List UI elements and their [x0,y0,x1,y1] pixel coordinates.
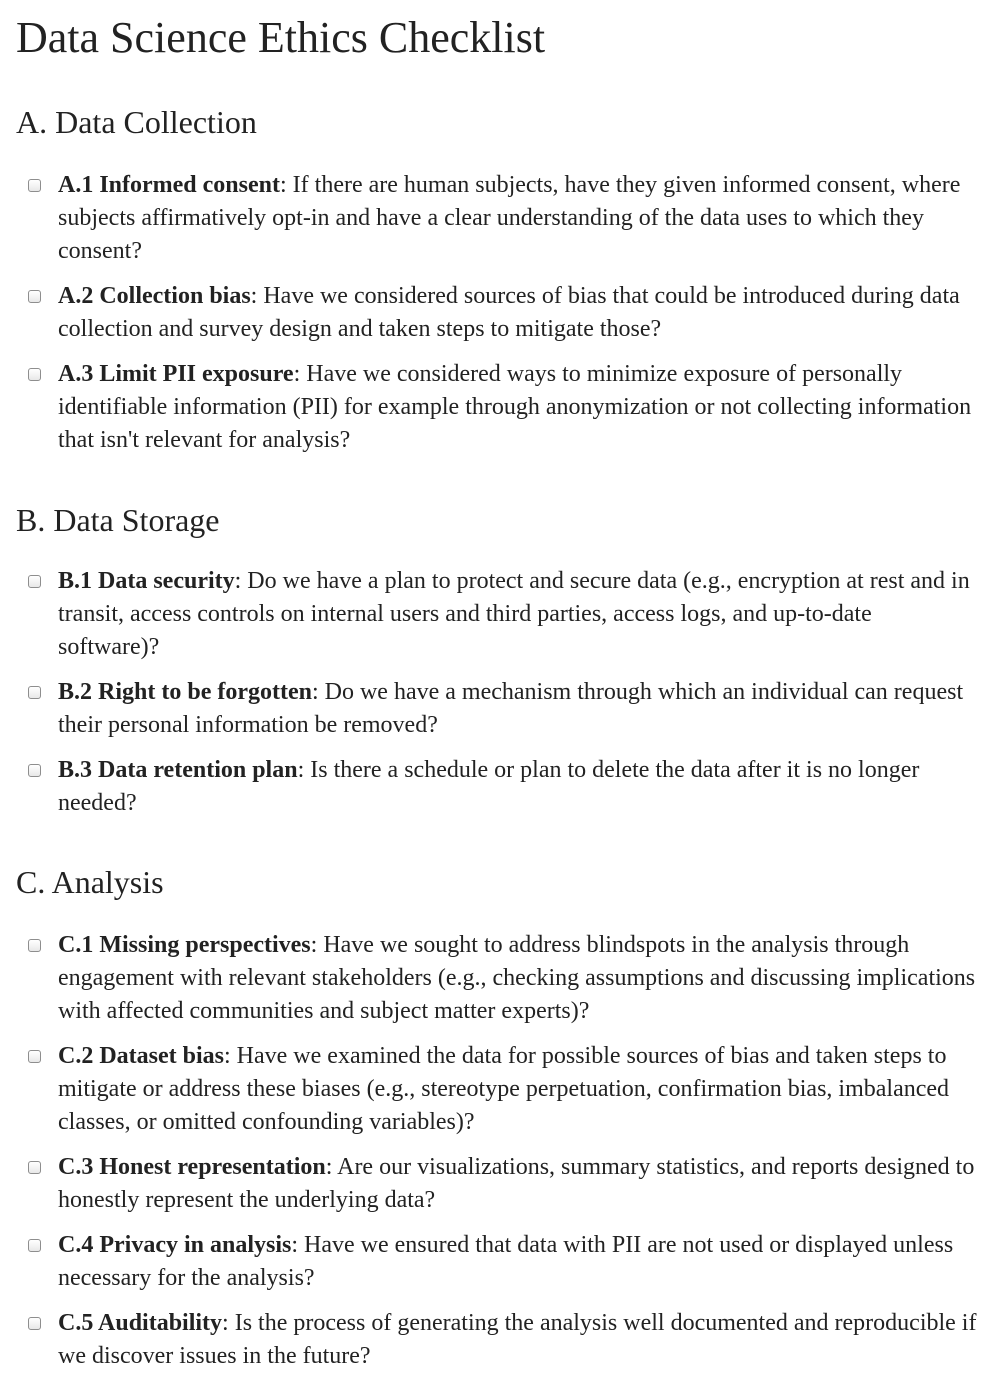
checkbox-c1[interactable] [28,939,41,952]
checklist-item-b2 [28,676,978,742]
checklist-item-a2 [28,280,978,346]
section-c-list [28,929,978,1385]
item-text: : Is there a schedule or plan to delete the data after it is no longer needed? [58,757,920,816]
item-title: B.1 Data security [58,568,235,594]
section-b-list [28,565,978,832]
item-title: C.5 Auditability [58,1310,223,1336]
checkbox-b2[interactable] [28,686,41,699]
item-text: : Are our visualizations, summary statistics, and reports designed to honestly represent the underlying data? [58,1154,975,1213]
item-text: : Have we ensured that data with PII are not used or displayed unless necessary for the analysis? [58,1232,954,1291]
checkbox-a2[interactable] [28,290,41,303]
checkbox-a1[interactable] [28,179,41,192]
item-text: : Is the process of generating the analysis well documented and reproducible if we discover issues in the future? [58,1310,977,1369]
section-heading-a: A. Data Collection [16,104,257,140]
item-title: C.4 Privacy in analysis [58,1232,292,1258]
checklist-item-b3 [28,754,978,820]
checkbox-b3[interactable] [28,764,41,777]
checklist-item-c3 [28,1151,978,1217]
item-text: : Have we considered sources of bias that could be introduced during data collection and survey design and taken steps to mitigate those? [58,283,960,342]
item-text: : Have we examined the data for possible sources of bias and taken steps to mitigate or address these biases (e.g., stereotype perpetuation, confirmation bias, imbalanced classes, or omitted confounding variables)? [58,1043,950,1135]
checklist-item-a3 [28,358,978,457]
item-title: A.1 Informed consent [58,172,280,198]
item-text: : Have we sought to address blindspots in the analysis through engagement with relevant stakeholders (e.g., checking assumptions and discussing implications with affected communities and subject matter experts)? [58,932,976,1024]
checkbox-b1[interactable] [28,575,41,588]
checklist-item-c1 [28,929,978,1028]
item-title: C.3 Honest representation [58,1154,326,1180]
item-text: : Do we have a mechanism through which an individual can request their personal information be removed? [58,679,964,738]
section-heading-c: C. Analysis [16,864,164,900]
item-title: C.2 Dataset bias [58,1043,224,1069]
item-title: A.2 Collection bias [58,283,251,309]
checklist-item-a1 [28,169,978,268]
item-title: A.3 Limit PII exposure [58,361,294,387]
page-title: Data Science Ethics Checklist [16,13,546,62]
section-a-list [28,169,978,469]
item-title: C.1 Missing perspectives [58,932,311,958]
checkbox-c4[interactable] [28,1239,41,1252]
checkbox-a3[interactable] [28,368,41,381]
checklist-item-c4 [28,1229,978,1295]
checklist-item-b1 [28,565,978,664]
checklist-item-c2 [28,1040,978,1139]
checklist-item-c5 [28,1307,978,1373]
item-text: : Have we considered ways to minimize exposure of personally identifiable information (PII) for example through anonymization or not collecting information that isn't relevant for analysis? [58,361,972,453]
checkbox-c5[interactable] [28,1317,41,1330]
item-title: B.2 Right to be forgotten [58,679,312,705]
checkbox-c2[interactable] [28,1050,41,1063]
section-heading-b: B. Data Storage [16,502,220,538]
checkbox-c3[interactable] [28,1161,41,1174]
item-title: B.3 Data retention plan [58,757,298,783]
item-text: : Do we have a plan to protect and secure data (e.g., encryption at rest and in transit, access controls on internal users and third parties, access logs, and up-to-date software)? [58,568,970,660]
item-text: : If there are human subjects, have they given informed consent, where subjects affirmatively opt-in and have a clear understanding of the data uses to which they consent? [58,172,961,264]
